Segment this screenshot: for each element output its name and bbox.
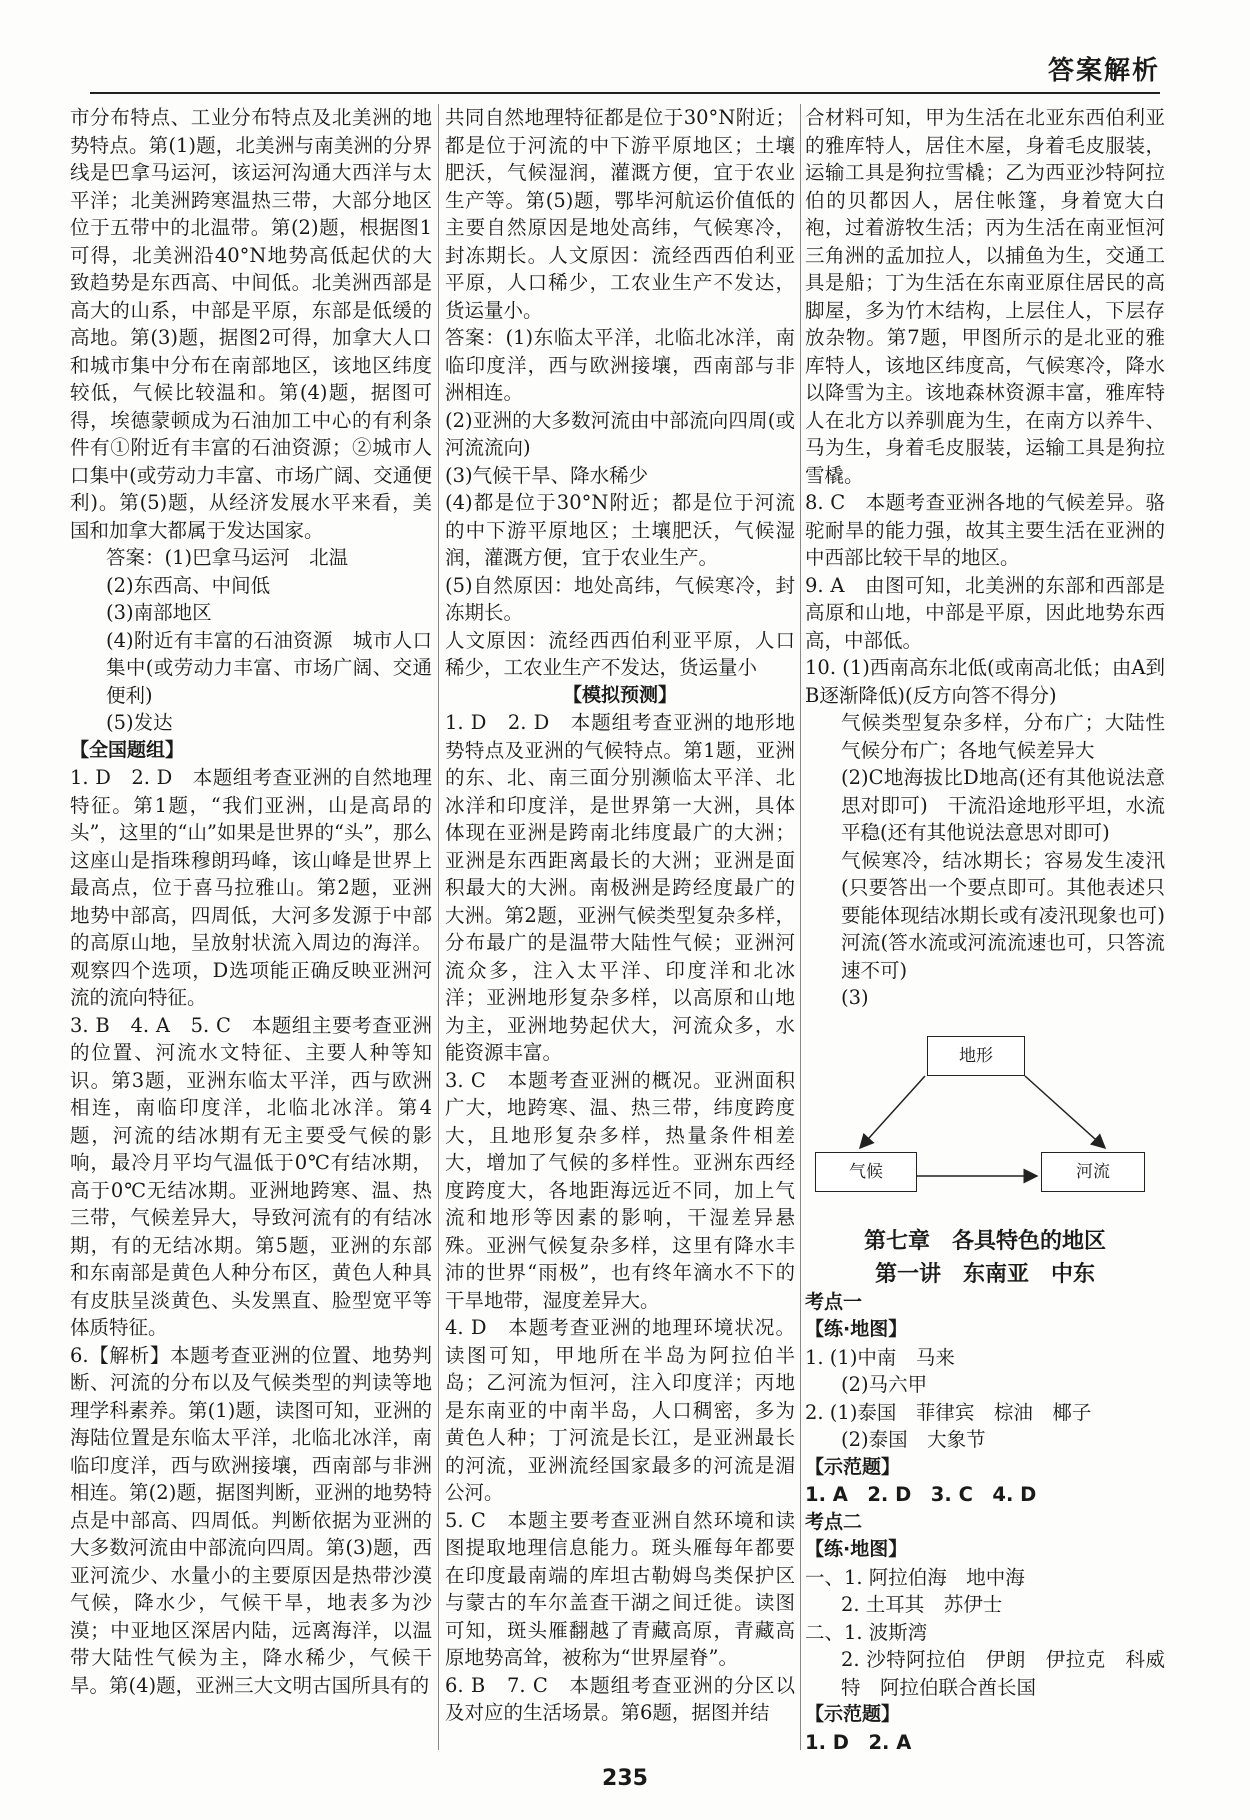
answer-line: 2. (1)泰国 菲律宾 棕油 椰子 xyxy=(805,1400,1092,1424)
question-answer: 6. B 7. C 本题组考查亚洲的分区以及对应的生活场景。第6题，据图并结 xyxy=(445,1673,795,1724)
question-answer: 1. D 2. D 本题组考查亚洲的地形地势特点及亚洲的气候特点。第1题，亚洲的东、北、南三面分别濒临太平洋、北冰洋和印度洋，是世界第一大洲，具体体现在亚洲是跨南北纬度最广的大洲；亚洲是东西距离最长的大洲；亚洲是面积最大的大洲。南极洲是跨经度最广的大洲。第2题，亚洲气候类型复杂多样，分布最广的是温带大陆性气候；亚洲河流众多，注入太平洋、印度洋和北冰洋；亚洲地形复杂多样，以高原和山地为主，亚洲地势起伏大，河流众多，水能资源丰富。 xyxy=(445,711,795,1064)
section-heading: 【示范题】 xyxy=(805,1703,901,1725)
answer-line: (4)附近有丰富的石油资源 城市人口集中(或劳动力丰富、市场广阔、交通便利) xyxy=(106,628,432,707)
diagram-node-terrain: 地形 xyxy=(927,1036,1025,1076)
answer-line: (2)亚洲的大多数河流由中部流向四周(或河流流向) xyxy=(445,408,795,459)
question-answer: 1. D 2. D 本题组考查亚洲的自然地理特征。第1题，“我们亚洲，山是高昂的头”，这里的“山”如果是世界的“头”，那么这座山是指珠穆朗玛峰，该山峰是世界上最高点，位于喜马拉雅山。第2题，亚洲地势中部高，四周低，大河多发源于中部的高原山地，呈放射状流入周边的海洋。观察四个选项，D选项能正确反映亚洲河流的流向特征。 xyxy=(70,766,432,1009)
answer-line: 一、1. 阿拉伯海 地中海 xyxy=(805,1565,1025,1589)
explanation-paragraph: 共同自然地理特征都是位于30°N附近；都是位于河流的中下游平原地区；土壤肥沃，气候湿润，灌溉方便，宜于农业生产等。第(5)题，鄂毕河航运价值低的主要自然原因是地处高纬，气候寒冷，封冻期长。人文原因：流经西西伯利亚平原，人口稀少，工农业生产不发达，货运量小。 xyxy=(445,106,795,322)
answer-line: 气候寒冷，结冰期长；容易发生凌汛(只要答出一个要点即可。其他表述只要能体现结冰期长或有凌汛现象也可) 河流(答水流或河流流速也可，只答流速不可) xyxy=(841,848,1185,982)
section-heading: 【练·地图】 xyxy=(805,1318,908,1340)
answer-line: (2)泰国 大象节 xyxy=(841,1428,986,1451)
question-answer: 5. C 本题主要考查亚洲自然环境和读图提取地理信息能力。斑头雁每年都要在印度最南端的库坦古勒姆鸟类保护区与蒙古的车尔盖查干湖之间迁徙。读图可知，斑头雁翻越了青藏高原，青藏高原地势高耸，被称为“世界屋脊”。 xyxy=(445,1508,795,1669)
answer-line: (5)发达 xyxy=(106,711,173,734)
answer-column-3 xyxy=(805,104,1185,1756)
answer-line: 1. D 2. A xyxy=(805,1730,912,1754)
chapter-title: 第七章 各具特色的地区 xyxy=(863,1228,1106,1254)
answer-line: 1. A 2. D 3. C 4. D xyxy=(805,1483,1037,1506)
question-answer: 3. C 本题考查亚洲的概况。亚洲面积广大，地跨寒、温、热三带，纬度跨度大，且地形复杂多样，热量条件相差大，增加了气候的多样性。亚洲东西经度跨度大，各地距海远近不同，加上气流和地形等因素的影响，干湿差异悬殊。亚洲气候复杂多样，这里有降水丰沛的世界“雨极”，也有终年滴水不下的干旱地带，湿度差异大。 xyxy=(445,1068,795,1312)
question-answer: 9. A 由图可知，北美洲的东部和西部是高原和山地，中部是平原，因此地势东西高，中部低。 xyxy=(805,573,1165,652)
answer-line: 2. 沙特阿拉伯 伊朗 伊拉克 科威特 阿拉伯联合酋长国 xyxy=(841,1648,1165,1699)
section-heading: 【示范题】 xyxy=(805,1455,901,1478)
header-rule xyxy=(90,92,1160,94)
question-answer: 8. C 本题考查亚洲各地的气候差异。骆驼耐旱的能力强，故其主要生活在亚洲的中西部比较干旱的地区。 xyxy=(805,491,1165,569)
answer-line: (2)东西高、中间低 xyxy=(106,573,271,597)
question-answer: 6.【解析】本题考查亚洲的位置、地势判断、河流的分布以及气候类型的判读等地理学科素养。第(1)题，读图可知，亚洲的海陆位置是东临太平洋，北临北冰洋，南临印度洋，西与欧洲接壤，西南部与非洲相连。第(2)题，据图判断，亚洲的地势特点是中部高、四周低。判断依据为亚洲的大多数河流由中部流向四周。第(3)题，西亚河流少、水量小的主要原因是热带沙漠气候，降水少，气候干旱，地表多为沙漠；中亚地区深居内陆，远离海洋，以温带大陆性气候为主，降水稀少，气候干旱。第(4)题，亚洲三大文明古国所具有的 xyxy=(70,1343,432,1697)
section-heading: 考点一 xyxy=(805,1290,863,1313)
column-divider xyxy=(438,104,439,1750)
arrow-terrain-to-climate xyxy=(860,1076,925,1148)
answer-line: 气候类型复杂多样，分布广；大陆性气候分布广；各地气候差异大 xyxy=(841,711,1165,762)
answer-line: (3)气候干旱、降水稀少 xyxy=(445,463,649,487)
answer-line: 答案：(1)东临太平洋，北临北冰洋，南临印度洋，西与欧洲接壤，西南部与非洲相连。 xyxy=(445,326,795,404)
section-heading: 【练·地图】 xyxy=(805,1538,908,1560)
lesson-title: 第一讲 东南亚 中东 xyxy=(874,1262,1095,1287)
arrow-terrain-to-river xyxy=(1025,1076,1105,1148)
question-answer: 4. D 本题考查亚洲的地理环境状况。读图可知，甲地所在半岛为阿拉伯半岛；乙河流为恒河，注入印度洋；丙地是东南亚的中南半岛，人口稠密，多为黄色人种；丁河流是长江，是亚洲最长的河流，亚洲流经国家最多的河流是湄公河。 xyxy=(445,1316,795,1504)
answer-line: (3) xyxy=(841,986,869,1009)
answer-line: (3)南部地区 xyxy=(106,601,212,624)
question-answer: 3. B 4. A 5. C 本题组主要考查亚洲的位置、河流水文特征、主要人种等知识。第3题，亚洲东临太平洋，西与欧洲相连，南临印度洋，北临北冰洋。第4题，河流的结冰期有无主要受气候的影响，最冷月平均气温低于0℃有结冰期，高于0℃无结冰期。亚洲地跨寒、温、热三带，气候差异大，导致河流有的有结冰期，有的无结冰期。第5题，亚洲的东部和东南部是黄色人种分布区，黄色人种具有皮肤呈淡黄色、头发黑直、脸型宽平等体质特征。 xyxy=(70,1013,432,1339)
answer-line: 2. 土耳其 苏伊士 xyxy=(841,1593,1003,1616)
explanation-paragraph: 市分布特点、工业分布特点及北美洲的地势特点。第(1)题，北美洲与南美洲的分界线是巴拿马运河，该运河沟通大西洋与太平洋；北美洲跨寒温热三带，大部分地区位于五带中的北温带。第(2)题，根据图1可得，北美洲沿40°N地势高低起伏的大致趋势是东西高、中间低。北美洲西部是高大的山系，中部是平原，东部是低缓的高地。第(3)题，据图2可得，加拿大人口和城市集中分布在南部地区，该地区纬度较低，气候比较温和。第(4)题，据图可得，埃德蒙顿成为石油加工中心的有利条件有①附近有丰富的石油资源；②城市人口集中(或劳动力丰富、市场广阔、交通便利)。第(5)题，从经济发展水平来看，美国和加拿大都属于发达国家。 xyxy=(70,106,432,542)
page-number: 235 xyxy=(602,1766,648,1791)
answer-line: 二、1. 波斯湾 xyxy=(805,1620,928,1644)
section-heading: 【模拟预测】 xyxy=(562,683,677,706)
answer-line: 1. (1)中南 马来 xyxy=(805,1345,955,1369)
answer-column-1 xyxy=(70,104,432,1699)
question-answer: 10. (1)西南高东北低(或南高北低；由A到B逐渐降低)(反方向答不得分) xyxy=(805,656,1165,707)
relationship-diagram xyxy=(805,1026,1165,1216)
answer-line: 人文原因：流经西西伯利亚平原，人口稀少，工农业生产不发达，货运量小 xyxy=(445,628,795,679)
answer-line: (4)都是位于30°N附近；都是位于河流的中下游平原地区；土壤肥沃，气候湿润，灌溉方便，宜于农业生产。 xyxy=(445,491,795,569)
diagram-node-river: 河流 xyxy=(1041,1152,1145,1192)
page-header-title: 答案解析 xyxy=(1047,56,1160,86)
answer-line: (2)马六甲 xyxy=(841,1373,928,1396)
answer-column-2 xyxy=(445,104,795,1727)
diagram-node-climate: 气候 xyxy=(815,1152,917,1192)
answer-line: 答案：(1)巴拿马运河 北温 xyxy=(106,546,349,569)
explanation-paragraph: 合材料可知，甲为生活在北亚东西伯利亚的雅库特人，居住木屋，身着毛皮服装，运输工具是狗拉雪橇；乙为西亚沙特阿拉伯的贝都因人，居住帐篷，身着宽大白袍，过着游牧生活；丙为生活在南亚恒河三角洲的孟加拉人，以捕鱼为生，交通工具是船；丁为生活在东南亚原住居民的高脚屋，多为竹木结构，上层住人，下层存放杂物。第7题，甲图所示的是北亚的雅库特人，该地区纬度高，气候寒冷，降水以降雪为主。该地森林资源丰富，雅库特人在北方以养驯鹿为生，在南方以养牛、马为生，身着毛皮服装，运输工具是狗拉雪橇。 xyxy=(805,106,1165,487)
section-heading: 【全国题组】 xyxy=(70,738,185,761)
answer-line: (5)自然原因：地处高纬，气候寒冷，封冻期长。 xyxy=(445,573,795,624)
column-divider xyxy=(800,104,801,1750)
answer-line: (2)C地海拔比D地高(还有其他说法意思对即可) 干流沿途地形平坦，水流平稳(还有其他说法意思对即可) xyxy=(841,766,1165,844)
section-heading: 考点二 xyxy=(805,1510,863,1533)
